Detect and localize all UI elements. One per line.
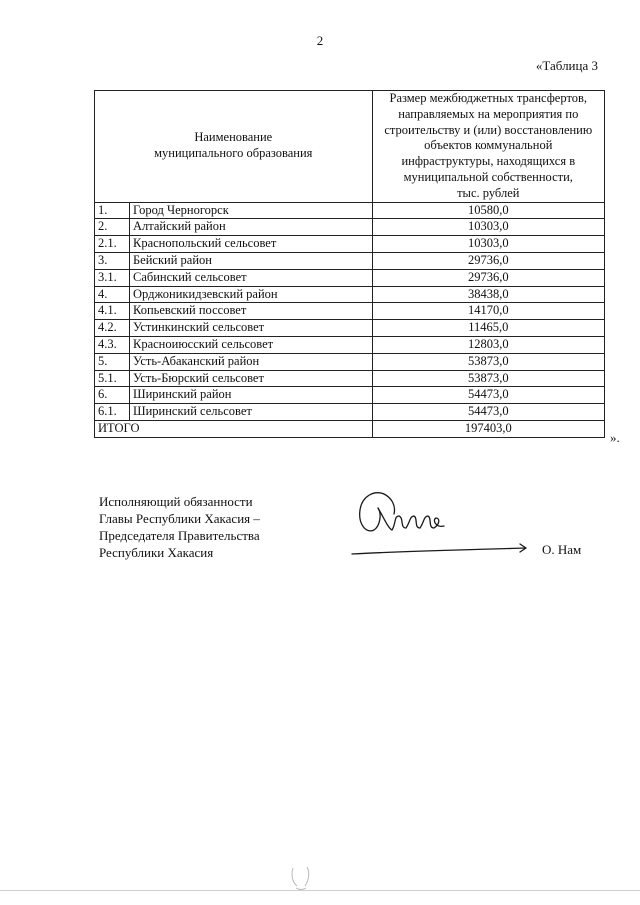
row-number: 4.2. xyxy=(95,320,130,337)
municipality-name: Сабинский сельсовет xyxy=(130,269,373,286)
table-row xyxy=(95,320,605,337)
signatory-title-line: Республики Хакасия xyxy=(99,545,214,560)
municipality-name: Усть-Абаканский район xyxy=(130,353,373,370)
municipality-name: Город Черногорск xyxy=(130,202,373,219)
transfer-value: 10303,0 xyxy=(372,236,604,253)
row-number: 5.1. xyxy=(95,370,130,387)
header-municipality xyxy=(95,91,373,203)
table-row xyxy=(95,387,605,404)
row-number: 6.1. xyxy=(95,404,130,421)
table-row xyxy=(95,404,605,421)
transfer-value: 10303,0 xyxy=(372,219,604,236)
municipality-name: Устинкинский сельсовет xyxy=(130,320,373,337)
header-size-line: Размер межбюджетных трансфертов, xyxy=(389,91,588,105)
municipality-name: Ширинский сельсовет xyxy=(130,404,373,421)
total-value: 197403,0 xyxy=(372,420,604,437)
closing-quote: ». xyxy=(610,430,620,445)
municipality-name: Краснопольский сельсовет xyxy=(130,236,373,253)
row-number: 3.1. xyxy=(95,269,130,286)
transfer-value: 11465,0 xyxy=(372,320,604,337)
bottom-divider xyxy=(0,890,640,891)
municipality-name: Ширинский район xyxy=(130,387,373,404)
signer-name: О. Нам xyxy=(542,542,582,557)
handwritten-signature xyxy=(344,484,534,564)
municipality-name: Бейский район xyxy=(130,252,373,269)
table-header-row xyxy=(95,91,605,203)
table-row xyxy=(95,336,605,353)
transfer-value: 29736,0 xyxy=(372,252,604,269)
signatory-title-line: Исполняющий обязанности xyxy=(99,494,253,509)
table-row xyxy=(95,286,605,303)
table-row xyxy=(95,219,605,236)
table-row xyxy=(95,269,605,286)
signatory-title-line: Председателя Правительства xyxy=(99,528,260,543)
table-row xyxy=(95,303,605,320)
row-number: 4.3. xyxy=(95,336,130,353)
table-caption: «Таблица 3 xyxy=(535,58,598,73)
municipality-name: Орджоникидзевский район xyxy=(130,286,373,303)
row-number: 1. xyxy=(95,202,130,219)
row-number: 4.1. xyxy=(95,303,130,320)
transfer-value: 53873,0 xyxy=(372,370,604,387)
transfers-table xyxy=(94,90,605,438)
transfer-value: 12803,0 xyxy=(372,336,604,353)
header-size-line: строительству и (или) восстановлению xyxy=(384,122,593,137)
transfer-value: 54473,0 xyxy=(372,404,604,421)
page-number: 2 xyxy=(316,33,324,48)
header-size-line: инфраструктуры, находящихся в xyxy=(401,154,576,169)
municipality-name: Красноиюсский сельсовет xyxy=(130,336,373,353)
municipality-name: Копьевский поссовет xyxy=(130,303,373,320)
header-name-line: Наименование xyxy=(194,130,273,145)
table-row xyxy=(95,353,605,370)
total-label: ИТОГО xyxy=(95,420,373,437)
row-number: 5. xyxy=(95,353,130,370)
table-row xyxy=(95,370,605,387)
municipality-name: Усть-Бюрский сельсовет xyxy=(130,370,373,387)
header-name-line: муниципального образования xyxy=(154,146,313,161)
row-number: 3. xyxy=(95,252,130,269)
header-size-line: тыс. рублей xyxy=(457,185,520,200)
header-size-line: объектов коммунальной xyxy=(424,138,553,153)
total-row xyxy=(95,420,605,437)
transfer-value: 10580,0 xyxy=(372,202,604,219)
transfer-value: 53873,0 xyxy=(372,353,604,370)
signatory-title-line: Главы Республики Хакасия – xyxy=(99,511,260,526)
transfer-value: 54473,0 xyxy=(372,387,604,404)
transfer-value: 38438,0 xyxy=(372,286,604,303)
row-number: 6. xyxy=(95,387,130,404)
table-row xyxy=(95,236,605,253)
signatory-title xyxy=(99,493,260,561)
header-transfer-size xyxy=(372,91,604,203)
row-number: 2.1. xyxy=(95,236,130,253)
transfer-value: 29736,0 xyxy=(372,269,604,286)
table-row xyxy=(95,252,605,269)
row-number: 2. xyxy=(95,219,130,236)
municipality-name: Алтайский район xyxy=(130,219,373,236)
faint-stamp-mark xyxy=(287,862,315,892)
row-number: 4. xyxy=(95,286,130,303)
transfer-value: 14170,0 xyxy=(372,303,604,320)
header-size-line: муниципальной собственности, xyxy=(403,169,573,184)
header-size-line: направляемых на мероприятия по xyxy=(398,106,579,121)
table-row xyxy=(95,202,605,219)
